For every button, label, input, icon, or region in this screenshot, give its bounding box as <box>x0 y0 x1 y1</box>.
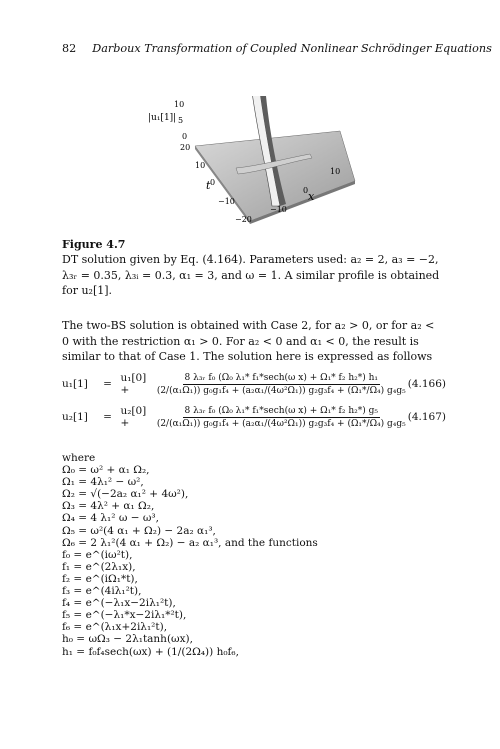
equation-equals: = <box>103 378 112 390</box>
definition-line: f₀ = e^(iω²t), <box>62 548 133 561</box>
x-tick: −10 <box>270 205 287 214</box>
definitions-list <box>62 452 442 658</box>
definition-line: Ω₃ = 4λ² + α₁ Ω₂, <box>62 500 155 513</box>
equation-rhs-first: u₂[0] + <box>120 405 147 429</box>
page-number: 82 <box>62 42 77 55</box>
definition-line: f₄ = e^(−λ₁x−2iλ₁²t), <box>62 597 176 610</box>
figure-caption-heading: Figure 4.7 <box>62 238 126 251</box>
z-tick: 10 <box>174 100 185 109</box>
equation-4-166 <box>62 372 446 396</box>
definition-line: Ω₁ = 4λ₁² − ω², <box>62 476 144 489</box>
x-axis-label: x <box>308 190 315 203</box>
x-tick: 0 <box>303 186 309 195</box>
running-header <box>62 42 492 55</box>
z-tick: 5 <box>178 116 184 125</box>
definition-line: Ω₅ = ω²(4 α₁ + Ω₂) − 2a₂ α₁³, <box>62 524 216 537</box>
equation-number: (4.167) <box>407 411 447 423</box>
figure-surface-plot <box>140 96 380 226</box>
equation-equals: = <box>103 411 112 423</box>
running-title: Darboux Transformation of Coupled Nonlinear Schrödinger Equations <box>92 42 492 55</box>
t-tick: −10 <box>218 197 235 206</box>
definition-line: Ω₆ = 2 λ₁²(4 α₁ + Ω₂) − a₂ α₁³, and the functions <box>62 536 318 549</box>
definition-line: Ω₄ = 4 λ₁² ω − ω³, <box>62 512 159 525</box>
t-tick: 20 <box>180 143 191 152</box>
equation-rhs-first: u₁[0] + <box>120 372 147 396</box>
equation-fraction <box>157 406 406 429</box>
equation-number: (4.166) <box>407 378 447 390</box>
fraction-denominator: (2/(α₁Ω₁)) g₀g₁f₄ + (a₂α₁/(4ω²Ω₁)) g₂g₃f₄ + (Ω₁*/Ω₄) g₄g₅ <box>156 385 406 396</box>
t-tick: 0 <box>210 178 216 187</box>
definition-line: Ω₀ = ω² + α₁ Ω₂, <box>62 464 150 477</box>
definition-line: f₂ = e^(iΩ₁*t), <box>62 572 138 585</box>
x-tick: 10 <box>330 167 341 176</box>
definition-line: h₀ = ωΩ₃ − 2λ₁tanh(ωx), <box>62 633 193 646</box>
definition-line: Ω₂ = √(−2a₂ α₁² + 4ω²), <box>62 488 189 501</box>
fraction-numerator: 8 λ₃ᵣ f₀ (Ω₀ λ₁* f₁*sech(ω x) + Ω₁* f₂ h₂*) h₁ <box>184 372 379 383</box>
t-tick: 10 <box>195 161 206 170</box>
definition-line: where <box>62 452 96 464</box>
body-paragraph: The two-BS solution is obtained with Case 2, for a₂ > 0, or for a₂ < 0 with the restriction α₁ > 0. For a₂ < 0 and α₁ < 0, the result is similar to that of Case 1. The solution here is expressed as follows <box>62 319 435 363</box>
equation-lhs: u₁[1] <box>62 378 88 390</box>
figure-caption: DT solution given by Eq. (4.164). Parameters used: a₂ = 2, a₃ = −2, λ₃ᵣ = 0.35, λ₃ᵢ = 0.3, α₁ = 3, and ω = 1. A similar profile is obtained for u₂[1]. <box>62 253 440 297</box>
t-tick: −20 <box>235 215 252 224</box>
equation-fraction <box>157 373 406 396</box>
definition-line: h₁ = f₀f₄sech(ωx) + (1/(2Ω₄)) h₀f₆, <box>62 645 239 658</box>
fraction-denominator: (2/(α₁Ω₁)) g₀g₁f₄ + (a₂α₁/(4ω²Ω₁)) g₂g₃f₄ + (Ω₁*/Ω₄) g₄g₅ <box>156 418 406 429</box>
z-axis-label: |u₁[1]| <box>148 113 177 123</box>
equation-lhs: u₂[1] <box>62 411 88 423</box>
equation-4-167 <box>62 405 446 429</box>
definition-line: f₅ = e^(−λ₁*x−2iλ₁*²t), <box>62 609 187 622</box>
t-axis-label: t <box>206 179 211 192</box>
definition-line: f₆ = e^(λ₁x+2iλ₁²t), <box>62 621 168 634</box>
z-tick: 0 <box>182 132 188 141</box>
definition-line: f₁ = e^(2λ₁x), <box>62 560 136 573</box>
surface-plot <box>140 96 380 226</box>
fraction-numerator: 8 λ₃ᵣ f₀ (Ω₀ λ₁* f₁*sech(ω x) + Ω₁* f₂ h₂*) g₅ <box>184 405 379 416</box>
definition-line: f₃ = e^(4iλ₁²t), <box>62 585 142 598</box>
